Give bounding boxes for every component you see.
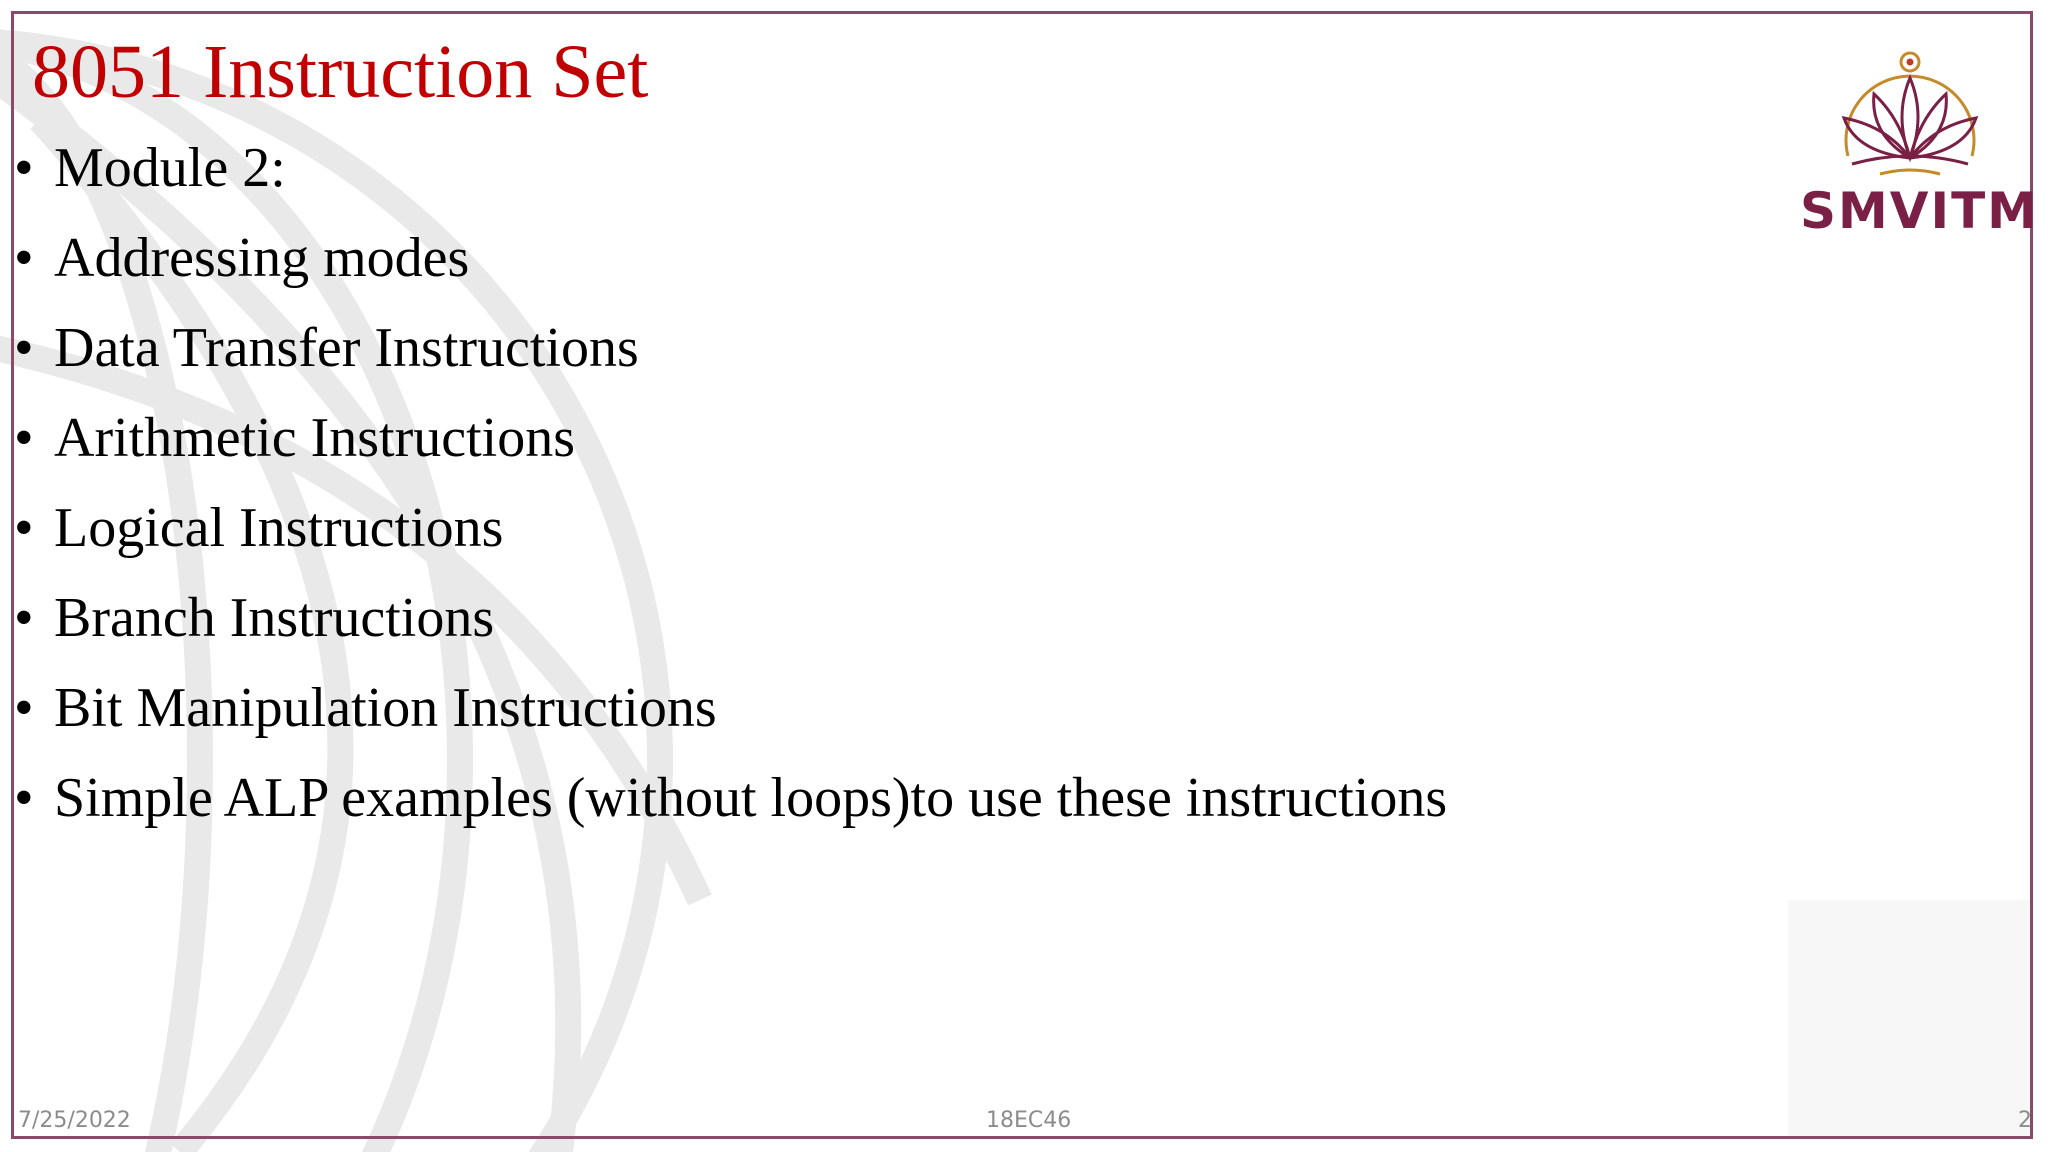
bullet-item <box>14 406 1447 496</box>
logo-text: SMVITM <box>1800 182 2039 240</box>
bullet-dot: • <box>14 407 34 469</box>
footer-page-number: 2 <box>2018 1108 2032 1133</box>
bullet-text: Bit Manipulation Instructions <box>54 677 717 739</box>
bullet-list <box>14 136 1447 856</box>
bullet-text: Logical Instructions <box>54 497 504 559</box>
bullet-text: Data Transfer Instructions <box>54 317 639 379</box>
bullet-item <box>14 226 1447 316</box>
bullet-item <box>14 316 1447 406</box>
bullet-item <box>14 676 1447 766</box>
bullet-dot: • <box>14 767 34 829</box>
bullet-text: Arithmetic Instructions <box>54 407 576 469</box>
bullet-item <box>14 136 1447 226</box>
bullet-dot: • <box>14 677 34 739</box>
footer-course-code: 18EC46 <box>986 1108 1072 1133</box>
bullet-text: Addressing modes <box>54 227 470 289</box>
bullet-text: Branch Instructions <box>54 587 495 649</box>
footer-date: 7/25/2022 <box>18 1108 131 1133</box>
bullet-dot: • <box>14 497 34 559</box>
smvitm-logo <box>1800 38 2039 248</box>
bullet-dot: • <box>14 317 34 379</box>
lotus-emblem-icon <box>1800 38 2020 188</box>
bullet-text: Simple ALP examples (without loops)to use these instructions <box>54 767 1448 829</box>
bullet-item <box>14 586 1447 676</box>
bullet-text: Module 2: <box>54 137 286 199</box>
bullet-item <box>14 766 1447 856</box>
bullet-dot: • <box>14 587 34 649</box>
bullet-dot: • <box>14 137 34 199</box>
bullet-item <box>14 496 1447 586</box>
bullet-dot: • <box>14 227 34 289</box>
slide-title: 8051 Instruction Set <box>32 30 649 114</box>
